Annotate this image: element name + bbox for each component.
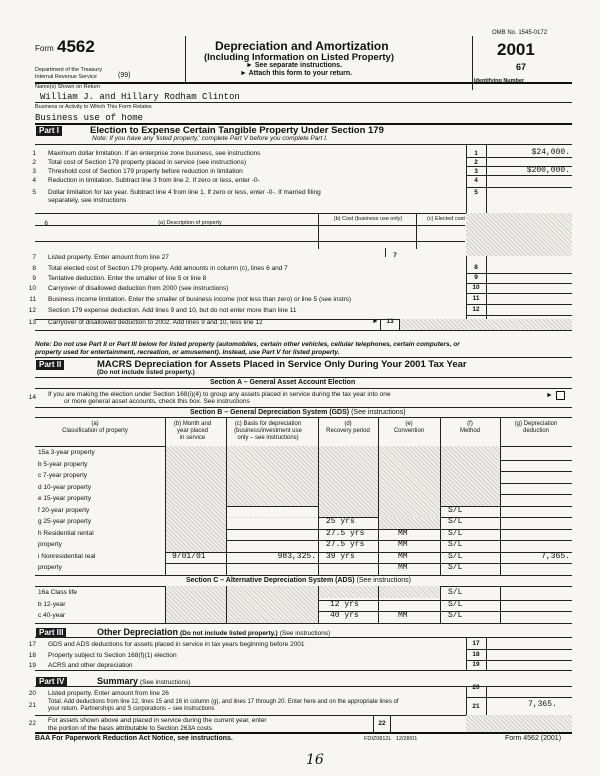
gds-col-divider-4 bbox=[440, 417, 441, 446]
gds-row-label: 15a 3-year property bbox=[38, 449, 95, 456]
line-17-rule bbox=[466, 649, 572, 650]
business-label: Business or Activity to Which This Form Relates bbox=[35, 104, 152, 110]
gds-row-label: b 5-year property bbox=[38, 460, 88, 468]
line-21-text-1: Total. Add deductions from line 12, lines 15 and 16 in column (g), and lines 17 through 20. Enter here and on the appropriate lines of bbox=[48, 699, 399, 705]
gds-shade-e-g bbox=[379, 517, 440, 529]
section-b-label: Section B – General Depreciation System (GDS) bbox=[190, 409, 350, 416]
line-12-number: 12 bbox=[28, 307, 36, 314]
line-14-text-2: or more general asset accounts, check this box. See instructions bbox=[64, 398, 250, 405]
gds-shade-b-h bbox=[166, 517, 318, 518]
line-18-number: 18 bbox=[28, 652, 36, 659]
form-code: (99) bbox=[118, 72, 131, 79]
gds-col-header-4: (e) Convention bbox=[393, 421, 425, 434]
line-21-box: 21 bbox=[472, 703, 480, 710]
ads-row-method[interactable]: S/L bbox=[448, 611, 463, 620]
ads-row-label: b 12-year bbox=[38, 600, 66, 608]
gds-row-method[interactable]: S/L bbox=[448, 505, 463, 515]
gds-row-recovery[interactable]: 27.5 yrs bbox=[326, 540, 365, 549]
line-5-box: 5 bbox=[474, 189, 478, 196]
gds-row-recovery[interactable]: 39 yrs bbox=[326, 551, 355, 561]
gds-row-convention[interactable]: MM bbox=[398, 540, 408, 549]
part2-subtitle: (Do not include listed property.) bbox=[97, 369, 195, 376]
gds-row-method[interactable]: S/L bbox=[448, 540, 463, 549]
ads-row-divider-0 bbox=[165, 586, 166, 623]
line-13-box: 13 bbox=[386, 318, 394, 325]
line-6-number: 6 bbox=[44, 220, 48, 227]
gds-row-label: property bbox=[38, 564, 62, 571]
line-4-number: 4 bbox=[32, 177, 36, 184]
gds-row-divider-0 bbox=[165, 446, 166, 575]
ads-row-convention[interactable]: MM bbox=[398, 611, 408, 620]
line-3-amount[interactable]: $200,000. bbox=[526, 166, 570, 175]
line-12-box: 12 bbox=[472, 306, 480, 313]
gds-col-header-1: (b) Month and year placed in service bbox=[173, 421, 212, 441]
line-10-rule bbox=[466, 293, 572, 294]
line-13-arrow: ► bbox=[372, 318, 379, 325]
line-2-text: Total cost of Section 179 property placed in service (see instructions) bbox=[48, 159, 246, 166]
gds-row-convention[interactable]: MM bbox=[398, 551, 408, 561]
line-1-number: 1 bbox=[32, 150, 36, 157]
line-5-text: Dollar limitation for tax year. Subtract line 4 from line 1. If zero or less, enter -0-. If married filing bbox=[48, 189, 321, 196]
form-word: Form bbox=[35, 44, 54, 53]
line-7-number: 7 bbox=[32, 254, 36, 261]
omb-number: OMB No. 1545-0172 bbox=[492, 30, 548, 36]
line-11-box: 11 bbox=[472, 295, 480, 302]
part1-note: Note: If you have any 'listed property,' complete Part V before you complete Part I. bbox=[92, 135, 328, 142]
line-22-text-1: For assets shown above and placed in service during the current year, enter bbox=[48, 717, 267, 724]
form-subtitle: (Including Information on Listed Property) bbox=[204, 52, 394, 63]
gds-row-label: d 10-year property bbox=[38, 483, 92, 491]
gds-row-convention[interactable]: MM bbox=[398, 563, 408, 572]
line-3-text: Threshold cost of Section 179 property before reduction in limitation bbox=[48, 168, 243, 175]
line-1-amount[interactable]: $24,000. bbox=[531, 148, 570, 157]
line-8-box: 8 bbox=[474, 264, 478, 271]
gds-row-basis[interactable]: 983,325. bbox=[277, 551, 316, 561]
section-a-title: Section A – General Asset Account Election bbox=[210, 379, 356, 386]
part3-title-row bbox=[97, 627, 330, 637]
part3-bottom-rule bbox=[35, 670, 572, 671]
line-19-number: 19 bbox=[28, 662, 36, 669]
section-c-label: Section C – Alternative Depreciation System (ADS) bbox=[186, 577, 355, 584]
part1-note2-line2: property used for entertainment, recreation, or amusement). Instead, use Part V for listed property. bbox=[35, 349, 340, 356]
line-13-text: Carryover of disallowed deduction to 2002. Add lines 9 and 10, less line 12 bbox=[48, 319, 263, 326]
line-10-number: 10 bbox=[28, 285, 36, 292]
part3-tag: Part III bbox=[36, 628, 66, 638]
line-22-box: 22 bbox=[378, 720, 386, 727]
line-9-box: 9 bbox=[474, 274, 478, 281]
line-7-box: 7 bbox=[393, 252, 397, 259]
line-3-number: 3 bbox=[32, 168, 36, 175]
line-21-number: 21 bbox=[28, 702, 36, 709]
gds-col-divider-0 bbox=[165, 417, 166, 446]
gds-shade-f bbox=[441, 446, 500, 506]
line-20-text: Listed property. Enter amount from line 26 bbox=[48, 690, 169, 697]
line6-col-a: (a) Description of property bbox=[158, 220, 222, 226]
gds-bottom-rule bbox=[35, 575, 572, 576]
section-b-see: (See instructions) bbox=[351, 409, 406, 416]
line-17-number: 17 bbox=[28, 641, 36, 648]
ads-row-label: 16a Class life bbox=[38, 589, 78, 596]
business-activity[interactable]: Business use of home bbox=[35, 113, 144, 123]
ads-row-divider-3 bbox=[378, 586, 379, 623]
taxpayer-names[interactable]: William J. and Hillary Rodham Clinton bbox=[40, 92, 240, 102]
line-18-text: Property subject to Section 168(f)(1) election bbox=[48, 652, 177, 659]
footer-form: Form 4562 (2001) bbox=[505, 735, 562, 742]
gds-row-label: c 7-year property bbox=[38, 472, 88, 479]
form-title: Depreciation and Amortization bbox=[215, 39, 389, 53]
line-13-box-left bbox=[380, 319, 381, 330]
ads-row-divider-4 bbox=[440, 586, 441, 623]
gds-row-label: h Residential rental bbox=[38, 529, 94, 537]
gds-row-divider-5 bbox=[500, 446, 501, 575]
section-b-title bbox=[190, 409, 406, 416]
footer-baa: BAA For Paperwork Reduction Act Notice, see instructions. bbox=[35, 735, 233, 742]
ads-row-divider-2 bbox=[318, 586, 319, 623]
gds-row-method[interactable]: S/L bbox=[448, 563, 463, 572]
gds-col-header-5: (f) Method bbox=[459, 421, 480, 434]
gds-row-label: g 25-year property bbox=[38, 518, 92, 525]
line6-col-b: (b) Cost (business use only) bbox=[333, 216, 403, 222]
line-3-rule bbox=[466, 175, 572, 176]
line-1-rule bbox=[466, 157, 572, 158]
line-10-box: 10 bbox=[472, 284, 480, 291]
gds-row-convention[interactable]: MM bbox=[398, 528, 408, 538]
attachment-sequence: 67 bbox=[516, 62, 527, 72]
line-3-box: 3 bbox=[474, 168, 478, 175]
ads-row-recovery[interactable]: 12 yrs bbox=[330, 599, 359, 609]
line-14-arrow: ► bbox=[546, 392, 553, 399]
handwritten-page-number: 16 bbox=[306, 752, 324, 768]
line-10-text: Carryover of disallowed deduction from 2000 (see instructions) bbox=[48, 285, 229, 292]
line-22-text-2: the portion of the basis attributable to Section 263A costs bbox=[48, 725, 213, 732]
line-4-text: Reduction in limitation. Subtract line 3 from line 2. If zero or less, enter -0- bbox=[48, 177, 260, 184]
gds-shade-b-g bbox=[166, 506, 226, 552]
line-11-number: 11 bbox=[29, 296, 36, 303]
gds-row-divider-2 bbox=[318, 446, 319, 575]
line-19-text: ACRS and other depreciation bbox=[48, 662, 133, 669]
ads-shade-de bbox=[319, 586, 440, 598]
ads-bottom-rule bbox=[35, 623, 572, 624]
gds-col-divider-2 bbox=[318, 417, 319, 446]
part4-title: Summary bbox=[97, 676, 139, 686]
gds-row-divider-4 bbox=[440, 446, 441, 575]
gds-row-month[interactable]: 9/01/01 bbox=[172, 551, 206, 561]
gds-col-divider-5 bbox=[500, 417, 501, 446]
treasury-dept: Department of the Treasury bbox=[35, 67, 102, 73]
ads-row-method[interactable]: S/L bbox=[448, 588, 463, 597]
footer-code: FDIZ0812L 12/28/01 bbox=[364, 736, 418, 742]
line-12-text: Section 179 expense deduction. Add lines 9 and 10, but do not enter more than line 11 bbox=[48, 307, 297, 314]
gds-row-label: f 20-year property bbox=[38, 506, 90, 514]
gds-row-recovery[interactable]: 27.5 yrs bbox=[326, 528, 365, 538]
line-22-number: 22 bbox=[28, 720, 36, 727]
line-19-box: 19 bbox=[472, 661, 480, 668]
line-4-rule bbox=[466, 187, 572, 188]
form-number: 4562 bbox=[57, 37, 95, 56]
part3-see: (See instructions) bbox=[279, 630, 331, 637]
ads-shade-bc bbox=[166, 586, 318, 623]
line-2-number: 2 bbox=[32, 159, 36, 166]
line-14-number: 14 bbox=[28, 394, 36, 401]
gds-col-header-0: (a) Classification of property bbox=[62, 421, 128, 434]
gds-col-header-2: (c) Basis for depreciation (business/investment use only – see instructions) bbox=[234, 421, 302, 441]
gds-shade-de bbox=[319, 446, 440, 517]
ads-row-divider-1 bbox=[226, 586, 227, 623]
line-8-number: 8 bbox=[32, 265, 36, 272]
irs-label: Internal Revenue Service bbox=[35, 74, 97, 80]
line-13-shade bbox=[400, 319, 572, 330]
line-11-rule bbox=[466, 304, 572, 305]
line-11-text: Business income limitation. Enter the smaller of business income (not less than zero) or line 5 (see instrs) bbox=[48, 296, 352, 303]
line-9-text: Tentative deduction. Enter the smaller of line 5 or line 8 bbox=[48, 275, 207, 282]
gds-shade-bc bbox=[166, 446, 318, 506]
part3-title: Other Depreciation bbox=[97, 627, 179, 637]
part4-see: (See instructions) bbox=[139, 679, 191, 686]
line-1-box: 1 bbox=[474, 150, 478, 157]
gds-col-header-3: (d) Recovery period bbox=[326, 421, 370, 434]
gds-row-recovery[interactable]: 25 yrs bbox=[326, 517, 355, 526]
identifying-number-label: Identifying Number bbox=[474, 78, 525, 84]
line-2-box: 2 bbox=[474, 159, 478, 166]
part4-title-row bbox=[97, 676, 191, 686]
line-14-checkbox[interactable] bbox=[556, 391, 565, 400]
line-5-number: 5 bbox=[32, 189, 36, 196]
line-7-text: Listed property. Enter amount from line 27 bbox=[48, 254, 169, 261]
ads-row-method[interactable]: S/L bbox=[448, 599, 463, 609]
line-17-box: 17 bbox=[472, 640, 480, 647]
part1-title: Election to Expense Certain Tangible Property Under Section 179 bbox=[90, 125, 384, 136]
instructions-note-1: ► See separate instructions. bbox=[246, 62, 343, 69]
line-1-text: Maximum dollar limitation. If an enterprise zone business, see instructions bbox=[48, 150, 261, 157]
part1-tag: Part I bbox=[36, 126, 62, 136]
instructions-note-2: ► Attach this form to your return. bbox=[240, 70, 353, 77]
ads-row-recovery[interactable]: 40 yrs bbox=[330, 611, 359, 620]
gds-row-label: e 15-year property bbox=[38, 495, 92, 502]
gds-row-label: property bbox=[38, 541, 62, 548]
line-20-number: 20 bbox=[28, 690, 36, 697]
line-21-text-2: your return. Partnerships and S corporations – see instructions bbox=[48, 706, 215, 712]
line-9-number: 9 bbox=[32, 275, 36, 282]
line-20-box: 20 bbox=[472, 684, 480, 691]
tax-year: 2001 bbox=[497, 40, 535, 59]
line-13-number: 13 bbox=[28, 319, 36, 326]
line-5-text-2: separately, see instructions bbox=[48, 197, 127, 204]
gds-row-method[interactable]: S/L bbox=[448, 517, 463, 526]
part3-note: (Do not include listed property.) bbox=[179, 630, 278, 637]
section-c-title bbox=[186, 577, 411, 584]
gds-row-divider-1 bbox=[226, 446, 227, 575]
gds-row-deduction[interactable]: 7,365. bbox=[541, 551, 570, 561]
part4-tag: Part IV bbox=[36, 677, 67, 687]
part1-note2-line1: Note: Do not use Part II or Part III below for listed property (automobiles, certain other vehicles, cellular telephones, certain computers, or bbox=[35, 341, 460, 348]
ads-row-divider-5 bbox=[500, 586, 501, 623]
gds-row-method[interactable]: S/L bbox=[448, 528, 463, 538]
names-label: Name(s) Shown on Return bbox=[35, 84, 101, 90]
line-8-text: Total elected cost of Section 179 property. Add amounts in column (c), lines 6 and 7 bbox=[48, 265, 288, 272]
part2-tag: Part II bbox=[36, 360, 64, 370]
line-13-rule bbox=[35, 330, 572, 331]
line-7-box-left bbox=[385, 248, 386, 257]
gds-row-divider-3 bbox=[378, 446, 379, 575]
gds-row-method[interactable]: S/L bbox=[448, 551, 463, 561]
part2-title: MACRS Depreciation for Assets Placed in Service Only During Your 2001 Tax Year bbox=[97, 359, 467, 370]
line-4-box: 4 bbox=[474, 177, 478, 184]
gds-col-divider-1 bbox=[226, 417, 227, 446]
gds-col-header-6: (g) Depreciation deduction bbox=[514, 421, 558, 434]
line-21-total[interactable]: 7,365. bbox=[528, 700, 557, 709]
gds-row-label: i Nonresidential real bbox=[38, 552, 96, 560]
line-17-text: GDS and ADS deductions for assets placed in service in tax years beginning before 2001 bbox=[48, 641, 305, 648]
line-12-rule bbox=[466, 315, 572, 316]
line-18-box: 18 bbox=[472, 651, 480, 658]
gds-col-divider-3 bbox=[378, 417, 379, 446]
line6-col-c: (c) Elected cost bbox=[427, 216, 465, 222]
line-14-text-1: If you are making the election under Section 168(i)(4) to group any assets placed in service during the tax year into one bbox=[48, 391, 391, 398]
ads-row-label: c 40-year bbox=[38, 612, 66, 619]
section-c-see: (See instructions) bbox=[356, 577, 411, 584]
